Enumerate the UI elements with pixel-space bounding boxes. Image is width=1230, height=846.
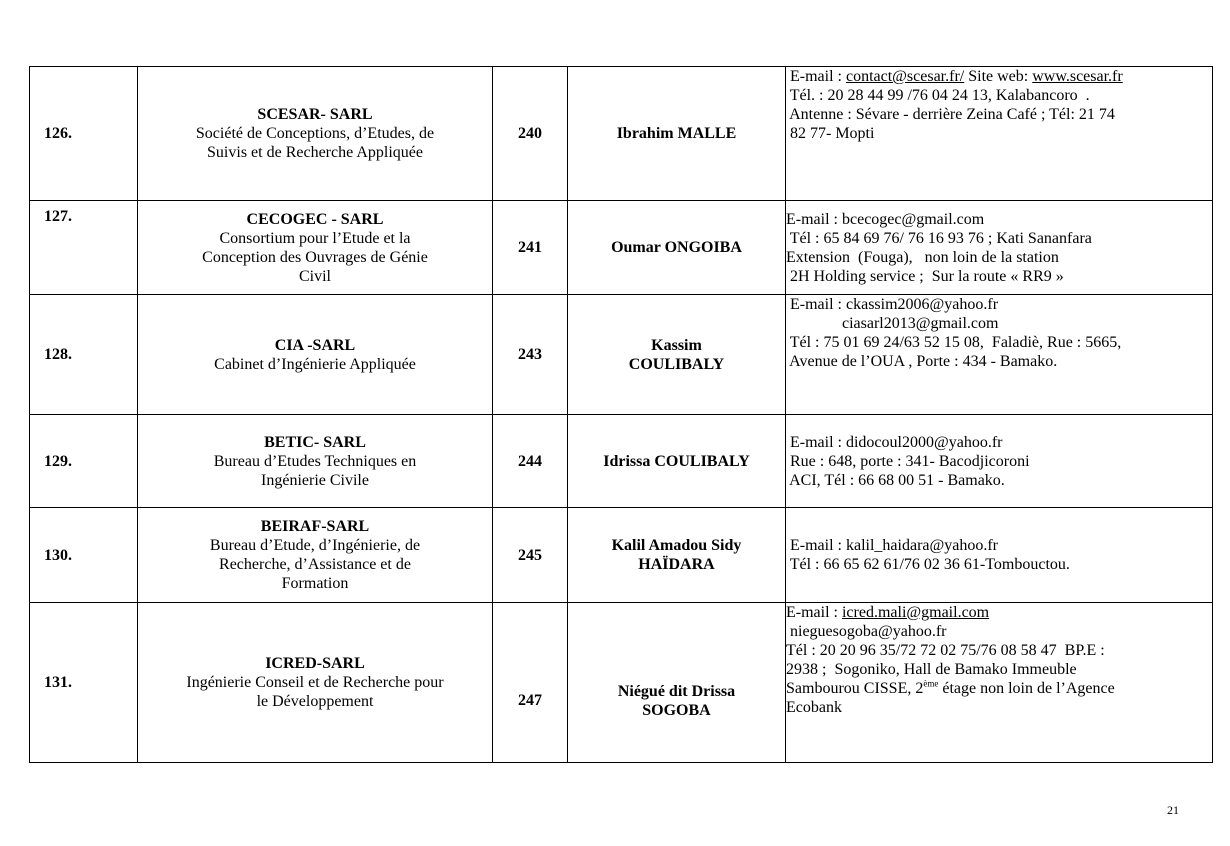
row-number: 128. [30,295,138,415]
contact-line: 2938 ; Sogoniko, Hall de Bamako Immeuble [786,661,1077,678]
contact-line: E-mail : ckassim2006@yahoo.fr [786,296,999,313]
firm-description: Bureau d’Etude, d’Ingénierie, de [209,537,421,554]
firm-description: Conception des Ouvrages de Génie [202,248,428,266]
contact-cell [786,415,1213,508]
manager-name: Ibrahim MALLE [568,67,786,201]
contact-line: Tél : 75 01 69 24/63 52 15 08, Faladiè, Rue : 5665, [786,334,1122,351]
firm-description: Suivis et de Recherche Appliquée [207,144,423,161]
row-number: 127. [30,201,138,295]
contact-line: Avenue de l’OUA , Porte : 434 - Bamako. [786,353,1058,370]
manager-name [568,603,786,763]
firm-description: Ingénierie Conseil et de Recherche pour [186,674,444,691]
firm-description: Civil [298,267,331,285]
firm-cell [138,67,493,201]
firm-description: le Développement [256,693,374,710]
contact-cell [786,201,1213,295]
row-number: 126. [30,67,138,201]
firm-name: SCESAR- SARL [257,106,373,123]
manager-name-line: COULIBALY [628,355,725,373]
row-number: 130. [30,508,138,603]
contact-line: Sambourou CISSE, 2ème étage non loin de l’Agence [786,678,1115,697]
firm-name: CECOGEC - SARL [246,210,384,228]
contact-line: Rue : 648, porte : 341- Bacodjicoroni [786,452,1030,470]
firm-cell [138,415,493,508]
approval-code: 244 [493,415,568,508]
firm-name: BETIC- SARL [264,433,366,451]
table-row [30,67,1213,201]
contact-line: nieguesogoba@yahoo.fr [786,623,947,640]
firm-cell [138,508,493,603]
firm-cell [138,603,493,763]
contact-line: E-mail : icred.mali@gmail.com [786,604,990,621]
firm-description: Ingénierie Civile [261,471,369,489]
manager-name [568,295,786,415]
approval-code: 245 [493,508,568,603]
contact-cell [786,67,1213,201]
registry-table [29,66,1213,763]
table-row [30,295,1213,415]
firm-name: CIA -SARL [274,336,356,354]
firm-description: Formation [281,575,349,592]
contact-line: 2H Holding service ; Sur la route « RR9 » [786,267,1064,285]
manager-name: Idrissa COULIBALY [568,415,786,508]
contact-cell [786,295,1213,415]
email-link[interactable]: icred.mali@gmail.com [841,604,990,621]
email-link[interactable]: contact@scesar.fr/ [845,68,965,85]
contact-line: Tél. : 20 28 44 99 /76 04 24 13, Kalabancoro . [786,87,1090,104]
contact-line: ciasarl2013@gmail.com [786,315,999,332]
manager-name-line: SOGOBA [642,701,711,719]
contact-line: ACI, Tél : 66 68 00 51 - Bamako. [786,471,1005,489]
firm-name: ICRED-SARL [265,655,365,672]
contact-cell [786,508,1213,603]
row-number: 129. [30,415,138,508]
table-row [30,508,1213,603]
firm-description: Consortium pour l’Etude et la [219,229,411,247]
firm-cell [138,201,493,295]
firm-name: BEIRAF-SARL [260,518,370,535]
contact-cell [786,603,1213,763]
contact-line: E-mail : didocoul2000@yahoo.fr [786,433,1003,451]
contact-line: E-mail : kalil_haidara@yahoo.fr [786,537,998,554]
table-row [30,415,1213,508]
manager-name-line: Kassim [651,336,702,354]
contact-line: Tél : 65 84 69 76/ 76 16 93 76 ; Kati Sananfara [786,229,1092,247]
contact-line: 82 77- Mopti [786,125,875,142]
contact-line: Tél : 66 65 62 61/76 02 36 61-Tombouctou. [786,556,1070,573]
approval-code: 241 [493,201,568,295]
manager-name-line: Niégué dit Drissa [617,682,736,700]
contact-line: E-mail : contact@scesar.fr/ Site web: www.scesar.fr [786,68,1123,85]
contact-line: Extension (Fouga), non loin de la station [786,248,1059,266]
manager-name [568,508,786,603]
firm-description: Société de Conceptions, d’Etudes, de [195,125,435,142]
approval-code: 240 [493,67,568,201]
table-row [30,603,1213,763]
contact-line: E-mail : bcecogec@gmail.com [786,210,985,228]
manager-name-line: HAÏDARA [638,556,715,573]
manager-name: Oumar ONGOIBA [568,201,786,295]
firm-description: Recherche, d’Assistance et de [219,556,411,573]
firm-cell [138,295,493,415]
approval-code: 247 [493,603,568,763]
manager-name-line: Kalil Amadou Sidy [611,537,742,554]
approval-code: 243 [493,295,568,415]
row-number: 131. [30,603,138,763]
contact-line: Tél : 20 20 96 35/72 72 02 75/76 08 58 47 BP.E : [786,642,1105,659]
table-row [30,201,1213,295]
contact-line: Antenne : Sévare - derrière Zeina Café ; Tél: 21 74 [786,106,1115,123]
firm-description: Bureau d’Etudes Techniques en [213,452,417,470]
contact-line: Ecobank [786,699,842,716]
website-link[interactable]: www.scesar.fr [1032,68,1123,85]
page-number: 21 [1167,803,1179,817]
firm-description: Cabinet d’Ingénierie Appliquée [214,355,416,373]
